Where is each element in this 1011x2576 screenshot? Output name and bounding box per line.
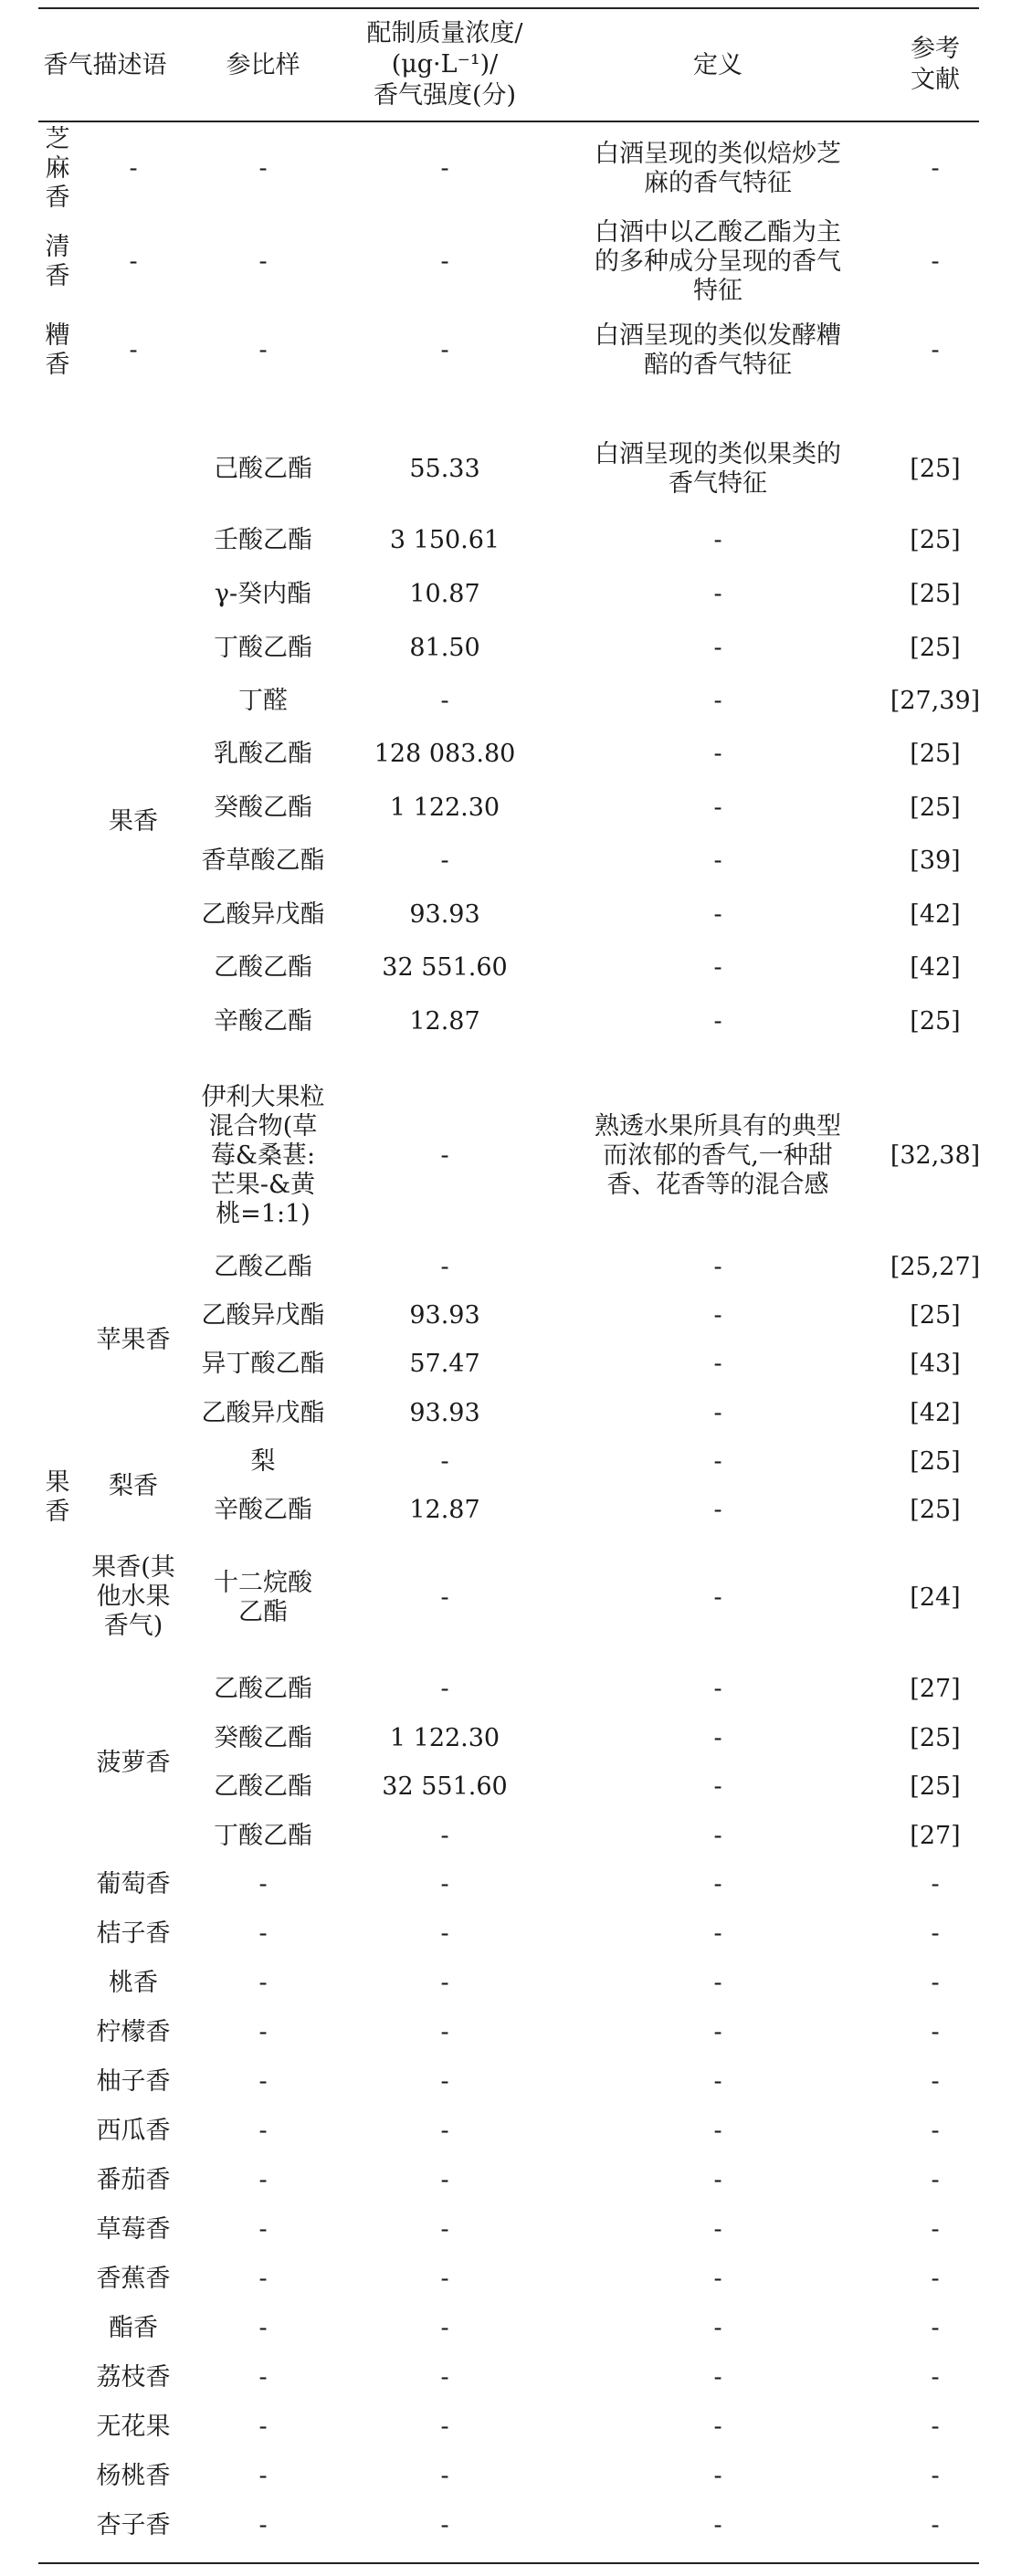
reference-sample-cell: 乙酸乙酯 (214, 1675, 312, 1703)
sub-descriptor-cell: 柚子香 (96, 2067, 171, 2096)
concentration-cell: - (440, 1447, 449, 1476)
reference-cell: [25] (910, 580, 961, 608)
reference-sample-cell: 梨 (250, 1447, 276, 1476)
definition-cell: - (713, 2166, 722, 2194)
definition-cell: - (713, 526, 722, 554)
concentration-cell: 128 083.80 (374, 740, 516, 768)
header-reference-sample: 参比样 (226, 50, 300, 79)
definition-cell: - (713, 900, 722, 929)
reference-cell: - (931, 2413, 940, 2441)
definition-cell: - (713, 2511, 722, 2539)
concentration-cell: - (440, 2018, 449, 2046)
concentration-cell: 93.93 (409, 1399, 480, 1427)
definition-cell: - (713, 2363, 722, 2392)
definition-cell: - (713, 846, 722, 875)
reference-sample-cell: 十二烷酸 乙酯 (214, 1569, 312, 1626)
reference-cell: - (931, 2117, 940, 2145)
bottom-rule (38, 2562, 979, 2564)
reference-cell: - (931, 1870, 940, 1898)
descriptor-cell: 芝 麻 香 (45, 125, 70, 212)
concentration-cell: 93.93 (409, 900, 480, 929)
reference-cell: - (931, 336, 940, 364)
reference-cell: [25] (910, 1007, 961, 1036)
reference-cell: [25] (910, 794, 961, 822)
concentration-cell: - (440, 1919, 449, 1948)
reference-sample-cell: - (258, 2117, 268, 2145)
reference-sample-cell: 乙酸乙酯 (214, 1253, 312, 1281)
concentration-cell: - (440, 1870, 449, 1898)
sub-descriptor-cell: - (129, 247, 138, 276)
reference-cell: - (931, 1969, 940, 1997)
definition-cell: - (713, 1496, 722, 1524)
descriptor-cell: 糟 香 (45, 321, 70, 379)
reference-cell: - (931, 2018, 940, 2046)
concentration-cell: 10.87 (409, 580, 480, 608)
reference-cell: [32,38] (890, 1141, 981, 1170)
concentration-cell: - (440, 247, 449, 276)
definition-cell: 白酒呈现的类似焙炒芝 麻的香气特征 (595, 140, 841, 197)
reference-cell: [25] (910, 526, 961, 554)
reference-cell: [25] (910, 1301, 961, 1330)
reference-sample-cell: - (258, 247, 268, 276)
concentration-cell: 12.87 (409, 1496, 480, 1524)
concentration-cell: - (440, 1675, 449, 1703)
reference-cell: - (931, 247, 940, 276)
definition-cell: - (713, 1969, 722, 1997)
sub-descriptor-cell: 无花果 (96, 2413, 171, 2441)
reference-cell: - (931, 2462, 940, 2490)
sub-descriptor-cell: 番茄香 (96, 2166, 171, 2194)
concentration-cell: - (440, 2511, 449, 2539)
definition-cell: - (713, 1822, 722, 1850)
concentration-cell: - (440, 2462, 449, 2490)
header-descriptor: 香气描述语 (43, 50, 167, 79)
reference-cell: [43] (910, 1350, 961, 1378)
reference-cell: [27] (910, 1675, 961, 1703)
reference-cell: [27] (910, 1822, 961, 1850)
definition-cell: 熟透水果所具有的典型 而浓郁的香气,一种甜 香、花香等的混合感 (595, 1112, 841, 1199)
definition-cell: - (713, 634, 722, 662)
definition-cell: - (713, 1583, 722, 1612)
definition-cell: - (713, 580, 722, 608)
sub-descriptor-cell: 柠檬香 (96, 2018, 171, 2046)
reference-cell: [25] (910, 1772, 961, 1801)
reference-sample-cell: γ-癸内酯 (214, 580, 312, 608)
concentration-cell: 93.93 (409, 1301, 480, 1330)
concentration-cell: - (440, 846, 449, 875)
concentration-cell: 81.50 (409, 634, 480, 662)
sub-descriptor-cell: 桔子香 (96, 1919, 171, 1948)
reference-cell: [39] (910, 846, 961, 875)
concentration-cell: - (440, 2067, 449, 2096)
reference-sample-cell: - (258, 1969, 268, 1997)
reference-sample-cell: 己酸乙酯 (214, 455, 312, 483)
reference-cell: [24] (910, 1583, 961, 1612)
definition-cell: - (713, 2462, 722, 2490)
reference-cell: - (931, 1919, 940, 1948)
definition-cell: - (713, 1350, 722, 1378)
header-references: 参考 文献 (911, 35, 960, 94)
definition-cell: - (713, 2215, 722, 2244)
group-label-fruity: 果香 (109, 807, 158, 836)
descriptor-cell: 清 香 (45, 233, 70, 290)
definition-cell: - (713, 1919, 722, 1948)
concentration-cell: - (440, 2265, 449, 2293)
reference-sample-cell: - (258, 336, 268, 364)
reference-sample-cell: 丁酸乙酯 (214, 1822, 312, 1850)
reference-sample-cell: - (258, 2363, 268, 2392)
concentration-cell: 32 551.60 (382, 1772, 508, 1801)
reference-sample-cell: 辛酸乙酯 (214, 1007, 312, 1036)
definition-cell: - (713, 1253, 722, 1281)
reference-sample-cell: 乙酸异戊酯 (201, 1399, 325, 1427)
concentration-cell: - (440, 154, 449, 183)
group-label-other-fruit: 果香(其 他水果 香气) (91, 1553, 175, 1640)
definition-cell: - (713, 1772, 722, 1801)
definition-cell: 白酒中以乙酸乙酯为主 的多种成分呈现的香气 特征 (595, 218, 841, 305)
reference-sample-cell: 辛酸乙酯 (214, 1496, 312, 1524)
concentration-cell: - (440, 2215, 449, 2244)
sub-descriptor-cell: 葡萄香 (96, 1870, 171, 1898)
reference-cell: [25] (910, 740, 961, 768)
concentration-cell: 55.33 (409, 455, 480, 483)
reference-sample-cell: - (258, 2067, 268, 2096)
concentration-cell: 32 551.60 (382, 953, 508, 982)
concentration-cell: - (440, 2166, 449, 2194)
concentration-cell: - (440, 687, 449, 715)
reference-sample-cell: 乙酸乙酯 (214, 1772, 312, 1801)
definition-cell: - (713, 1870, 722, 1898)
sub-descriptor-cell: 西瓜香 (96, 2117, 171, 2145)
definition-cell: - (713, 2018, 722, 2046)
definition-cell: 白酒呈现的类似果类的 香气特征 (595, 440, 841, 498)
reference-sample-cell: - (258, 2215, 268, 2244)
sub-descriptor-cell: 杏子香 (96, 2511, 171, 2539)
definition-cell: - (713, 2067, 722, 2096)
sub-descriptor-cell: 酯香 (109, 2314, 158, 2342)
definition-cell: - (713, 2265, 722, 2293)
reference-sample-cell: 乳酸乙酯 (214, 740, 312, 768)
definition-cell: - (713, 2413, 722, 2441)
reference-sample-cell: 丁醛 (238, 687, 288, 715)
reference-cell: [42] (910, 900, 961, 929)
concentration-cell: - (440, 1141, 449, 1170)
reference-sample-cell: - (258, 2314, 268, 2342)
reference-sample-cell: 乙酸乙酯 (214, 953, 312, 982)
reference-sample-cell: - (258, 1919, 268, 1948)
concentration-cell: - (440, 1583, 449, 1612)
reference-sample-cell: 异丁酸乙酯 (201, 1350, 325, 1378)
definition-cell: - (713, 740, 722, 768)
reference-sample-cell: - (258, 2413, 268, 2441)
definition-cell: - (713, 1007, 722, 1036)
concentration-cell: - (440, 2413, 449, 2441)
reference-sample-cell: - (258, 154, 268, 183)
reference-sample-cell: 香草酸乙酯 (201, 846, 325, 875)
reference-sample-cell: - (258, 1870, 268, 1898)
reference-sample-cell: - (258, 2462, 268, 2490)
definition-cell: - (713, 1399, 722, 1427)
reference-cell: - (931, 2363, 940, 2392)
sub-descriptor-cell: - (129, 154, 138, 183)
definition-cell: - (713, 1724, 722, 1752)
definition-cell: - (713, 687, 722, 715)
sub-descriptor-cell: 荔枝香 (96, 2363, 171, 2392)
concentration-cell: 1 122.30 (389, 1724, 500, 1752)
reference-sample-cell: - (258, 2265, 268, 2293)
reference-sample-cell: 丁酸乙酯 (214, 634, 312, 662)
reference-cell: - (931, 2314, 940, 2342)
definition-cell: - (713, 953, 722, 982)
reference-sample-cell: 乙酸异戊酯 (201, 1301, 325, 1330)
concentration-cell: - (440, 1253, 449, 1281)
concentration-cell: - (440, 1822, 449, 1850)
reference-cell: [27,39] (890, 687, 981, 715)
reference-sample-cell: - (258, 2018, 268, 2046)
concentration-cell: - (440, 2314, 449, 2342)
reference-sample-cell: - (258, 2166, 268, 2194)
reference-cell: [25] (910, 1496, 961, 1524)
group-label-pineapple: 菠萝香 (96, 1749, 171, 1777)
reference-cell: - (931, 2166, 940, 2194)
reference-sample-cell: 乙酸异戊酯 (201, 900, 325, 929)
concentration-cell: 12.87 (409, 1007, 480, 1036)
header-rule (38, 121, 979, 122)
reference-cell: [25] (910, 1724, 961, 1752)
reference-cell: - (931, 2265, 940, 2293)
reference-cell: - (931, 2215, 940, 2244)
concentration-cell: - (440, 2117, 449, 2145)
header-concentration: 配制质量浓度/ (μg·L⁻¹)/ 香气强度(分) (366, 19, 523, 110)
reference-sample-cell: 壬酸乙酯 (214, 526, 312, 554)
reference-cell: [25,27] (890, 1253, 981, 1281)
reference-sample-cell: 癸酸乙酯 (214, 794, 312, 822)
definition-cell: - (713, 1675, 722, 1703)
definition-cell: - (713, 1447, 722, 1476)
reference-cell: [25] (910, 634, 961, 662)
sub-descriptor-cell: 杨桃香 (96, 2462, 171, 2490)
reference-sample-cell: - (258, 2511, 268, 2539)
reference-cell: - (931, 2511, 940, 2539)
group-label-pear: 梨香 (109, 1472, 158, 1500)
concentration-cell: 3 150.61 (389, 526, 500, 554)
reference-sample-cell: 伊利大果粒 混合物(草 莓&桑葚: 芒果-&黄 桃=1:1) (201, 1083, 325, 1228)
top-rule (38, 7, 979, 9)
reference-cell: [42] (910, 1399, 961, 1427)
sub-descriptor-cell: 香蕉香 (96, 2265, 171, 2293)
definition-cell: - (713, 1301, 722, 1330)
concentration-cell: - (440, 1969, 449, 1997)
definition-cell: - (713, 2117, 722, 2145)
reference-sample-cell: 癸酸乙酯 (214, 1724, 312, 1752)
header-definition: 定义 (693, 50, 742, 79)
concentration-cell: 1 122.30 (389, 794, 500, 822)
definition-cell: - (713, 2314, 722, 2342)
reference-cell: [25] (910, 1447, 961, 1476)
reference-cell: - (931, 2067, 940, 2096)
sub-descriptor-cell: 草莓香 (96, 2215, 171, 2244)
group-label-apple: 苹果香 (96, 1326, 171, 1354)
reference-cell: - (931, 154, 940, 183)
concentration-cell: - (440, 336, 449, 364)
concentration-cell: 57.47 (409, 1350, 480, 1378)
descriptor-cell-fruit: 果 香 (45, 1468, 70, 1526)
reference-cell: [42] (910, 953, 961, 982)
sub-descriptor-cell: 桃香 (109, 1969, 158, 1997)
definition-cell: 白酒呈现的类似发酵糟 醅的香气特征 (595, 321, 841, 379)
sub-descriptor-cell: - (129, 336, 138, 364)
reference-cell: [25] (910, 455, 961, 483)
concentration-cell: - (440, 2363, 449, 2392)
definition-cell: - (713, 794, 722, 822)
